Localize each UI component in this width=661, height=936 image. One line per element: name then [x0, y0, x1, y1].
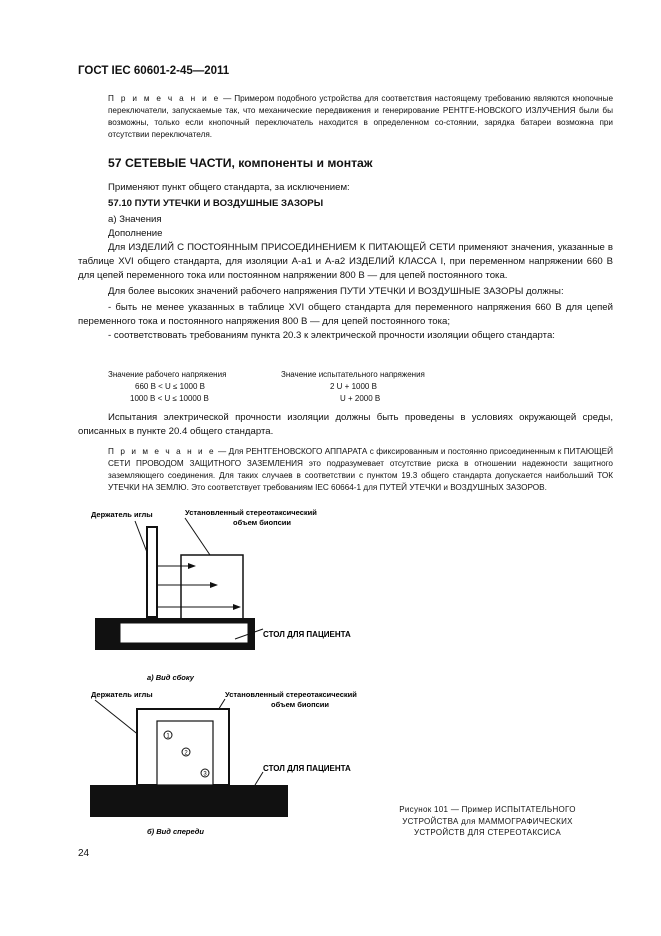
page-number: 24: [78, 848, 90, 859]
figure-caption: [370, 804, 605, 839]
needle-holder-post: [147, 527, 157, 617]
caption-line-1: Рисунок 101 — Пример ИСПЫТАТЕЛЬНОГО: [399, 805, 576, 814]
needle-holder-label-b: Держатель иглы: [91, 690, 153, 699]
note-2-label: П р и м е ч а н и е: [108, 447, 216, 456]
marker-1-label: 1: [166, 733, 170, 740]
addition-label: Дополнение: [108, 228, 163, 239]
patient-table-top: [120, 623, 248, 643]
patient-table-leader-b: [255, 772, 263, 785]
note-1: [108, 93, 613, 141]
table-cell-working: 660 В < U ≤ 1000 В: [135, 382, 205, 391]
bullet-1: - быть не менее указанных в таблице XVI общего стандарта для переменного напряжения 660 В для цепей переменного тока и постоянного напряжения 800 В — для цепей постоянного тока;: [78, 302, 613, 327]
table-cell-working: 1000 В < U ≤ 10000 В: [130, 394, 209, 403]
subsection-57-10-title: 57.10 ПУТИ УТЕЧКИ И ВОЗДУШНЫЕ ЗАЗОРЫ: [108, 198, 324, 209]
note-1-text: — Примером подобного устройства для соответствия настоящему требованию являются кнопочные переключатели, запускаемые так, что механические передвижения и генерирование РЕНТГЕ-НОВСКОГО ИЗЛУЧЕНИЯ были бы возможны, только если кнопочный переключатель находится в определенном со-стоянии, зарядка батареи возможна при отсутствии переключателя.: [108, 94, 614, 139]
apply-text: Применяют пункт общего стандарта, за исключением:: [108, 182, 350, 193]
voltage-table: [108, 369, 528, 405]
marker-3-label: 3: [203, 771, 207, 778]
paragraph-3: Испытания электрической прочности изоляции должны быть проведены в условиях окружающей среды, описанных в пункте 20.4 общего стандарта.: [78, 412, 613, 437]
caption-line-2: УСТРОЙСТВА для МАММОГРАФИЧЕСКИХ: [402, 816, 573, 826]
biopsy-volume-label-b-line2: объем биопсии: [271, 700, 330, 709]
table-row: [108, 381, 528, 393]
note-2-text: — Для РЕНТГЕНОВСКОГО АППАРАТА с фиксированным и постоянно присоединенным к ПИТАЮЩЕЙ СЕТИ ПРОВОДОМ ЗАЩИТНОГО ЗАЗЕМЛЕНИЯ это подразумевает отсутствие риска в отношении надежности защитного заземляющего соединения. Для таких случаев в соответствии с пунктом 19.3 общего стандарта допускается наибольший ТОК УТЕЧКИ НА ЗЕМЛЮ. Это соответствует требованиям IEC 60664-1 для ПУТЕЙ УТЕЧКИ и ВОЗДУШНЫХ ЗАЗОРОВ.: [108, 447, 613, 492]
document-header: ГОСТ IEC 60601-2-45—2011: [78, 65, 230, 77]
biopsy-volume-label-line2: объем биопсии: [233, 518, 292, 527]
paragraph-3-block: [78, 411, 613, 439]
bullet-2: - соответствовать требованиям пункта 20.3 к электрической прочности изоляции общего стандарта:: [108, 330, 555, 341]
item-a: а) Значения: [108, 214, 162, 225]
needle-holder-label: Держатель иглы: [91, 510, 153, 519]
note-2: [108, 446, 613, 494]
main-body: [78, 181, 613, 343]
note-1-label: П р и м е ч а н и е: [108, 94, 221, 103]
marker-2-label: 2: [184, 750, 188, 757]
table-cell-test: U + 2000 В: [340, 394, 381, 403]
figure-side-view: [85, 503, 385, 683]
table-header-test: Значение испытательного напряжения: [281, 370, 425, 379]
view-a-label: а) Вид сбоку: [147, 673, 194, 682]
biopsy-volume-label-b-line1: Установленный стереотаксический: [225, 690, 357, 699]
biopsy-volume-label-line1: Установленный стереотаксический: [185, 508, 317, 517]
patient-table-label: СТОЛ ДЛЯ ПАЦИЕНТА: [263, 630, 351, 639]
patient-table-b: [90, 785, 288, 817]
paragraph-2: Для более высоких значений рабочего напряжения ПУТИ УТЕЧКИ И ВОЗДУШНЫЕ ЗАЗОРЫ должны:: [108, 286, 564, 297]
biopsy-volume-box: [181, 555, 243, 619]
caption-line-3: УСТРОЙСТВ ДЛЯ СТЕРЕОТАКСИСА: [414, 828, 561, 837]
table-row: [108, 393, 528, 405]
figure-front-view: [85, 685, 385, 840]
table-cell-test: 2 U + 1000 В: [330, 382, 377, 391]
table-header-working: Значение рабочего напряжения: [108, 370, 227, 379]
paragraph-1: Для ИЗДЕЛИЙ С ПОСТОЯННЫМ ПРИСОЕДИНЕНИЕМ К ПИТАЮЩЕЙ СЕТИ применяют значения, указанные в таблице XVI общего стандарта, для изоляции А-а1 и А-а2 ИЗДЕЛИЙ КЛАССА I, при переменном напряжении 660 В для цепей переменного тока или постоянном напряжении 800 В — для цепей постоянного тока.: [78, 242, 613, 281]
biopsy-volume-leader: [185, 518, 210, 555]
section-57-title: 57 СЕТЕВЫЕ ЧАСТИ, компоненты и монтаж: [108, 156, 373, 170]
patient-table-label-b: СТОЛ ДЛЯ ПАЦИЕНТА: [263, 764, 351, 773]
view-b-label: б) Вид спереди: [147, 827, 204, 836]
